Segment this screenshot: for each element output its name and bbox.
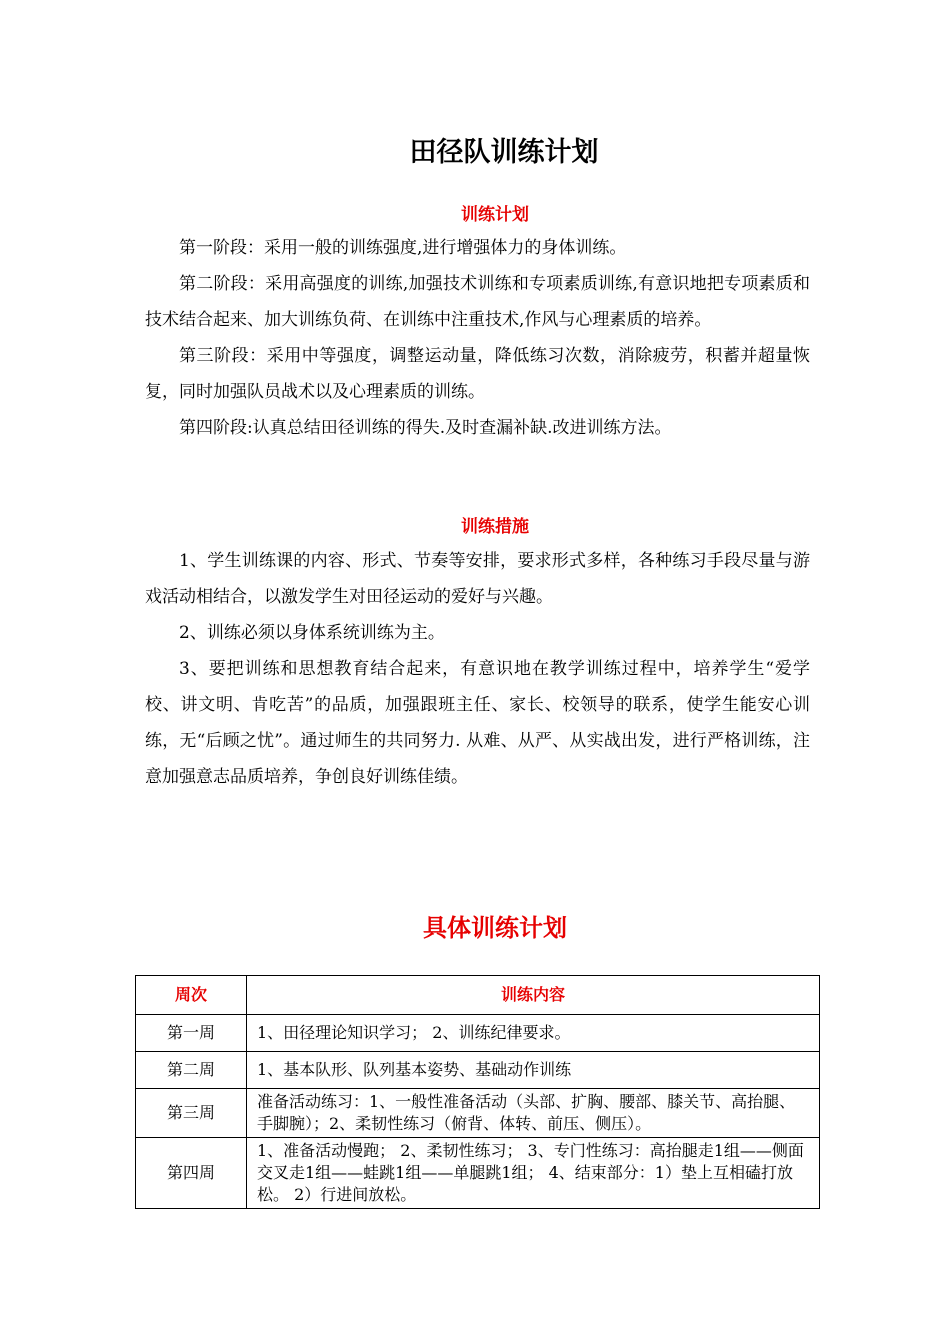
week-cell: 第四周 — [136, 1138, 247, 1209]
plan-text — [145, 230, 810, 446]
plan-paragraph-3: 第三阶段：采用中等强度，调整运动量，降低练习次数，消除疲劳，积蓄并超量恢复，同时加强队员战术以及心理素质的训练。 — [145, 346, 810, 402]
column-header-week: 周次 — [136, 976, 247, 1015]
content-cell: 1、田径理论知识学习； 2、训练纪律要求。 — [247, 1015, 820, 1052]
document-title: 田径队训练计划 — [409, 137, 599, 168]
column-header-content: 训练内容 — [247, 976, 820, 1015]
section-heading-measures: 训练措施 — [461, 517, 529, 537]
table-row — [136, 1015, 820, 1052]
table-row — [136, 1052, 820, 1089]
training-schedule-table — [135, 975, 820, 1209]
section-heading-plan: 训练计划 — [461, 205, 529, 225]
content-cell: 1、基本队形、队列基本姿势、基础动作训练 — [247, 1052, 820, 1089]
week-cell: 第一周 — [136, 1015, 247, 1052]
content-cell: 1、准备活动慢跑； 2、柔韧性练习； 3、专门性练习：高抬腿走1组——侧面交叉走1组——蛙跳1组——单腿跳1组； 4、结束部分：1）垫上互相磕打放松。 2）行进间放松。 — [247, 1138, 820, 1209]
plan-paragraph-1: 第一阶段：采用一般的训练强度,进行增强体力的身体训练。 — [179, 238, 627, 258]
table-header-row — [136, 976, 820, 1015]
detail-plan-heading: 具体训练计划 — [423, 914, 567, 942]
measures-paragraph-1: 1、学生训练课的内容、形式、节奏等安排，要求形式多样，各种练习手段尽量与游戏活动相结合，以激发学生对田径运动的爱好与兴趣。 — [145, 551, 810, 607]
content-cell: 准备活动练习：1、一般性准备活动（头部、扩胸、腰部、膝关节、高抬腿、手脚腕）；2、柔韧性练习（俯背、体转、前压、侧压）。 — [247, 1089, 820, 1138]
plan-paragraph-4: 第四阶段:认真总结田径训练的得失.及时查漏补缺.改进训练方法。 — [179, 418, 672, 438]
week-cell: 第二周 — [136, 1052, 247, 1089]
measures-paragraph-2: 2、训练必须以身体系统训练为主。 — [179, 623, 445, 643]
table-row — [136, 1138, 820, 1209]
week-cell: 第三周 — [136, 1089, 247, 1138]
plan-paragraph-2: 第二阶段：采用高强度的训练,加强技术训练和专项素质训练,有意识地把专项素质和技术结合起来、加大训练负荷、在训练中注重技术,作风与心理素质的培养。 — [145, 274, 810, 330]
measures-text — [145, 543, 810, 795]
measures-paragraph-3: 3、要把训练和思想教育结合起来，有意识地在教学训练过程中，培养学生“爱学校、讲文明、肯吃苦”的品质，加强跟班主任、家长、校领导的联系，使学生能安心训练，无“后顾之忧”。通过师生的共同努力. 从难、从严、从实战出发，进行严格训练，注意加强意志品质培养，争创良好训练佳绩。 — [145, 659, 810, 787]
table-row — [136, 1089, 820, 1138]
